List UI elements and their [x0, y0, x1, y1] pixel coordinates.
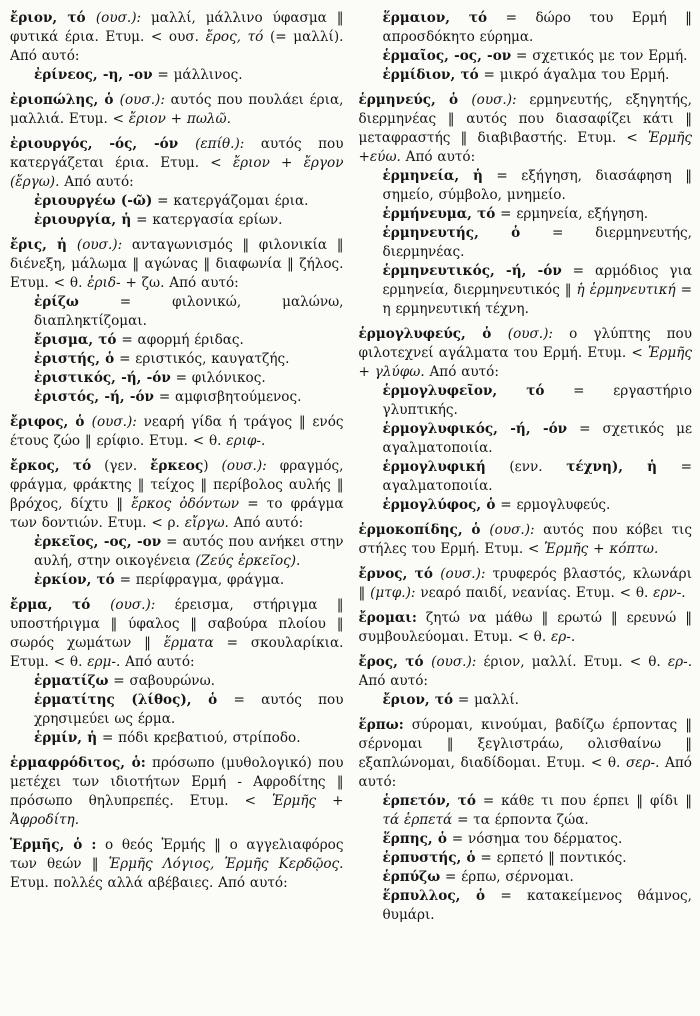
definition-text: = μαλλί.	[453, 692, 519, 708]
entry-line	[359, 521, 693, 559]
definition-text: = μάλλινος.	[152, 67, 243, 83]
sub-entry-line	[10, 211, 344, 230]
sub-entry-line	[359, 792, 693, 830]
definition-text: = αυτός που χρησιμεύει ως έρμα.	[34, 692, 344, 727]
dictionary-entry	[359, 325, 693, 515]
definition-text: Από αυτό:	[358, 673, 428, 689]
term-bold: ἑρμίν, ἡ	[34, 730, 98, 746]
sub-entry-line	[10, 533, 344, 571]
sub-entry-line	[10, 571, 344, 590]
definition-text: = η ερμηνευτική τέχνη.	[382, 282, 692, 317]
term-bold: ἑρμίδιον, τό	[382, 67, 479, 83]
note-italic: (ουσ.):	[471, 92, 517, 108]
term-bold: ἑρμαῖος, -ος, -ον	[382, 48, 512, 64]
sub-entry-line	[10, 350, 344, 369]
dictionary-entry	[10, 236, 344, 407]
term-bold: ἑρμαφρόδιτος, ὁ:	[10, 755, 146, 771]
definition-text: έρεισμα, στήριγμα ‖ υποστήριγμα ‖ ύφαλος ‖ σαβούρα πλοίου ‖ σωρός χωμάτων ‖	[10, 597, 344, 651]
term-bold: ἕρπω:	[358, 717, 404, 733]
note-italic: Ἑρμῆς Λόγιος, Ἑρμῆς Κερδῷος.	[108, 856, 344, 872]
term-bold: ἑρματίζω	[34, 673, 109, 689]
definition-text: = ερμηνεία, εξήγηση.	[495, 206, 649, 222]
dictionary-entry	[359, 91, 693, 319]
note-italic: (ουσ.):	[91, 414, 137, 430]
definition-text: ζητώ να μάθω ‖ ερωτώ ‖ ερευνώ ‖ συμβουλεύομαι. Ετυμ. < θ.	[358, 610, 692, 645]
definition-text: Από αυτό:	[59, 174, 134, 190]
sub-entry-line	[10, 691, 344, 729]
term-bold: ἑρμογλυφικός, -ή, -όν	[382, 421, 568, 437]
term-bold: ἐριουργία, ἡ	[34, 212, 132, 228]
sub-entry-line	[359, 382, 693, 420]
sub-entry-line	[359, 868, 693, 887]
note-italic: ἐριδ-	[87, 275, 121, 291]
entry-line	[10, 413, 344, 451]
term-bold: ἑρμογλυφεύς, ὁ	[358, 326, 508, 342]
sub-entry-line	[359, 849, 693, 868]
term-bold: ἑρμήνευμα, τό	[382, 206, 496, 222]
definition-text: = εργαστήριο γλυπτικής.	[382, 383, 692, 418]
note-italic: ερν-.	[653, 585, 686, 601]
term-bold: ἑρματίτης (λίθος), ὁ	[34, 692, 218, 708]
definition-text: = σκουλαρίκια. Ετυμ. < θ.	[10, 635, 344, 670]
note-italic: (ουσ.):	[507, 326, 554, 342]
definition-text: = διερμηνευτής, διερμηνέας.	[382, 225, 692, 260]
definition-text: αυτός που πουλάει έρια, μαλλιά. Ετυμ. <	[10, 92, 344, 127]
definition-text: = σαβουρώνω.	[108, 673, 215, 689]
term-bold: ἔριον, τό	[382, 692, 454, 708]
term-bold: ἑρμογλυφεῖον, τό	[382, 383, 545, 399]
term-bold: ἐριουργός, -ός, -όν	[10, 136, 196, 152]
definition-text: σύρομαι, κινούμαι, βαδίζω έρποντας ‖ σέρνομαι ‖ ξεγλιστράω, ολισθαίνω ‖ εξαπλώνομαι, διαδίδομαι. Ετυμ. < θ.	[358, 717, 692, 771]
entry-line	[10, 457, 344, 533]
definition-text: = αυτός που ανήκει στην αυλή, στην οικογένεια	[34, 534, 344, 569]
term-bold: ἑρμοκοπίδης, ὁ	[358, 522, 490, 538]
definition-text: Από αυτό:	[120, 654, 195, 670]
definition-text: = τα έρποντα ζώα.	[452, 812, 589, 828]
definition-text: = αγαλματοποιία.	[382, 459, 692, 494]
entry-line	[359, 325, 693, 382]
note-italic: (ουσ.):	[110, 597, 156, 613]
sub-entry-line	[10, 388, 344, 407]
note-italic: (Ζεύς ἐρκεῖος).	[195, 553, 301, 569]
definition-text: = εριστικός, καυγατζής.	[114, 351, 290, 367]
term-bold: ἐρκεῖος, -ος, -ον	[34, 534, 162, 550]
dictionary-entry	[10, 413, 344, 451]
term-bold: ἔρις, ἡ	[10, 237, 77, 253]
definition-text: = ερμογλυφεύς.	[495, 497, 611, 513]
definition-text: = κατακείμενος θάμνος, θυμάρι.	[382, 888, 692, 923]
sub-entry-line	[10, 369, 344, 388]
term-bold: ἐριστός, -ή, -όν	[34, 389, 154, 405]
definition-text: Από αυτό:	[228, 515, 304, 531]
definition-text: = κατεργασία ερίων.	[131, 212, 283, 228]
term-bold: ἐρίνεος, -η, -ον	[34, 67, 153, 83]
definition-text: = σχετικός με αγαλματοποιία.	[382, 421, 692, 456]
term-bold: ἔριφος, ὁ	[10, 414, 92, 430]
definition-text: = έρπω, σέρνομαι.	[440, 869, 574, 885]
term-bold: ἑρμηνεύς, ὁ	[358, 92, 472, 108]
note-italic: (ουσ.):	[119, 92, 165, 108]
entry-line	[359, 609, 693, 647]
definition-text: = κατεργάζομαι έρια.	[152, 193, 309, 209]
sub-entry-line	[10, 66, 344, 85]
definition-text: = νόσημα του δέρματος.	[446, 831, 623, 847]
note-italic: (μτφ.):	[370, 585, 416, 601]
definition-text: ερμηνευτής, εξηγητής, διερμηνέας ‖ αυτός που διασαφίζει κάτι ‖ μεταφραστής ‖ διαβιβαστής. Ετυμ. <	[358, 92, 692, 146]
definition-text: = αρμόδιος για ερμηνεία, διερμηνευτικός ‖	[382, 263, 692, 298]
definition-text: = δώρο του Ερμή ‖ απροσδόκητο εύρημα.	[382, 10, 692, 45]
definition-text: = πόδι κρεβατιού, στρίποδο.	[97, 730, 301, 746]
note-italic: ἔριον + πωλῶ.	[128, 111, 231, 127]
entry-line	[359, 653, 693, 691]
entry-line	[10, 754, 344, 830]
sub-entry-line	[359, 47, 693, 66]
definition-text: νεαρή γίδα ή τράγος ‖ ενός έτους ζώο ‖ ερίφιο. Ετυμ. < θ.	[10, 414, 344, 449]
definition-text: ο γλύπτης που φιλοτεχνεί αγάλματα του Ερμή. Ετυμ. <	[358, 326, 692, 361]
sub-entry-line	[359, 167, 693, 205]
term-bold: ἔρκεος	[150, 458, 204, 474]
dictionary-entry	[359, 609, 693, 647]
term-bold: ἔρος, τό	[358, 654, 432, 670]
entry-line	[10, 596, 344, 672]
note-italic: ερμ-.	[87, 654, 121, 670]
left-column	[10, 9, 344, 1012]
definition-text: (γεν.	[91, 458, 151, 474]
note-italic: εἴργω.	[184, 515, 229, 531]
term-bold: ἕρπυλλος, ὁ	[382, 888, 486, 904]
entry-line	[10, 9, 344, 66]
term-bold: ἑρμογλυφική	[382, 459, 486, 475]
term-bold: ἑρμογλύφος, ὁ	[382, 497, 496, 513]
dictionary-entry	[10, 9, 344, 85]
dictionary-entry	[10, 754, 344, 830]
definition-text: φραγμός, φράγμα, φράκτης ‖ τείχος ‖ περίβολος αυλής ‖ βρόχος, δίχτυ ‖	[10, 458, 344, 512]
term-bold: τέχνη), ἡ	[566, 459, 657, 475]
note-italic: Ἑρμῆς +εύω.	[358, 130, 692, 165]
dictionary-entry	[359, 9, 693, 85]
term-bold: ἑρμηνευτικός, -ή, -όν	[382, 263, 562, 279]
term-bold: ἔρομαι:	[358, 610, 417, 626]
definition-text: = αμφισβητούμενος.	[154, 389, 302, 405]
definition-text: ο θεός Ἑρμής ‖ ο αγγελιαφόρος των θεών ‖	[10, 837, 344, 872]
definition-text: )	[203, 458, 222, 474]
term-bold: ἔρνος, τό	[358, 566, 441, 582]
term-bold: ἐριοπώλης, ὁ	[10, 92, 120, 108]
note-italic: ἕρματα	[163, 635, 214, 651]
term-bold: ἑρμηνεία, ἡ	[382, 168, 483, 184]
sub-entry-line	[359, 691, 693, 710]
note-italic: ἔρος, τό	[205, 29, 264, 45]
definition-text: Από αυτό:	[358, 755, 692, 790]
note-italic: ἡ ἑρμηνευτική	[576, 282, 676, 298]
sub-entry-line	[359, 420, 693, 458]
note-italic: Ἑρμῆς + γλύφω.	[358, 345, 692, 380]
definition-text: ανταγωνισμός ‖ φιλονικία ‖ διένεξη, μάλωμα ‖ αγώνας ‖ διαφωνία ‖ ζήλος. Ετυμ. < θ.	[10, 237, 344, 291]
definition-text: = κάθε τι που έρπει ‖ φίδι ‖	[475, 793, 692, 809]
note-italic: ερ-.	[667, 654, 692, 670]
dictionary-entry	[10, 596, 344, 748]
sub-entry-line	[10, 293, 344, 331]
definition-text: Από αυτό:	[400, 149, 476, 165]
definition-text: = φιλονικώ, μαλώνω, διαπληκτίζομαι.	[34, 294, 344, 329]
note-italic: εριφ-.	[226, 433, 266, 449]
definition-text: νεαρό παιδί, νεανίας. Ετυμ. < θ.	[415, 585, 654, 601]
definition-text: = ερπετό ‖ ποντικός.	[475, 850, 627, 866]
entry-line	[359, 716, 693, 792]
sub-entry-line	[359, 830, 693, 849]
dictionary-entry	[359, 716, 693, 925]
definition-text: = το φράγμα των δοντιών. Ετυμ. < ρ.	[10, 496, 344, 531]
note-italic: (ουσ.):	[440, 566, 486, 582]
definition-text: πρόσωπο (μυθολογικό) που μετέχει των ιδιοτήτων Ερμή - Αφροδίτης ‖ πρόσωπο θηλυπρεπές. Ετυμ. <	[10, 755, 344, 809]
definition-text: Ετυμ. πολλές αλλά αβέβαιες. Από αυτό:	[10, 875, 288, 891]
note-italic: ερ-.	[551, 629, 576, 645]
note-italic: τά ἑρπετά	[382, 812, 453, 828]
term-bold: ἑρπετόν, τό	[382, 793, 476, 809]
right-column	[359, 9, 693, 1012]
sub-entry-line	[359, 887, 693, 925]
entry-line	[10, 236, 344, 293]
note-italic: (ουσ.):	[76, 237, 123, 253]
definition-text: αυτός που κατεργάζεται έρια. Ετυμ. <	[10, 136, 344, 171]
term-bold: ἕρπης, ὁ	[382, 831, 447, 847]
dictionary-entry	[359, 653, 693, 710]
note-italic: (ουσ.):	[431, 654, 477, 670]
term-bold: ἔρκος, τό	[10, 458, 92, 474]
dictionary-entry	[10, 836, 344, 893]
dictionary-entry	[10, 91, 344, 129]
definition-text: Από αυτό:	[424, 364, 499, 380]
definition-text: μαλλί, μάλλινο ύφασμα ‖ φυτικά έρια. Ετυμ. < ουσ.	[10, 10, 344, 45]
definition-text: αυτός που κόβει τις στήλες του Ερμή. Ετυμ. <	[358, 522, 692, 557]
sub-entry-line	[359, 66, 693, 85]
term-bold: ἐριστής, ὁ	[34, 351, 115, 367]
note-italic: Ἑρμῆς + Ἀφροδίτη.	[10, 793, 344, 828]
sub-entry-line	[359, 458, 693, 496]
note-italic: (ουσ.):	[95, 10, 142, 26]
dictionary-entry	[10, 457, 344, 590]
term-bold: Ἑρμῆς, ὁ :	[10, 837, 97, 853]
sub-entry-line	[359, 224, 693, 262]
sub-entry-line	[10, 672, 344, 691]
entry-line	[359, 565, 693, 603]
definition-text: = μικρό άγαλμα του Ερμή.	[478, 67, 670, 83]
definition-text: (ενν.	[485, 459, 567, 475]
term-bold: ἑρπυστής, ὁ	[382, 850, 476, 866]
definition-text: έριον, μαλλί. Ετυμ. < θ.	[476, 654, 668, 670]
entry-line	[10, 135, 344, 192]
sub-entry-line	[359, 262, 693, 319]
definition-text: = εξήγηση, διασάφηση ‖ σημείο, σύμβολο, μνημείο.	[382, 168, 692, 203]
note-italic: ἔριον + ἔργον (ἔργω).	[10, 155, 344, 190]
entry-line	[359, 91, 693, 167]
sub-entry-line	[359, 9, 693, 47]
sub-entry-line	[359, 496, 693, 515]
note-italic: (ουσ.):	[221, 458, 267, 474]
term-bold: ἐριουργέω (-ῶ)	[34, 193, 153, 209]
entry-line	[10, 836, 344, 893]
definition-text: = αφορμή έριδας.	[116, 332, 244, 348]
note-italic: σερ-.	[625, 755, 660, 771]
dictionary-entry	[359, 565, 693, 603]
definition-text: (= μαλλί). Από αυτό:	[10, 29, 344, 64]
sub-entry-line	[10, 331, 344, 350]
dictionary-entry	[10, 135, 344, 230]
definition-text: = σχετικός με τον Ερμή.	[511, 48, 688, 64]
sub-entry-line	[10, 729, 344, 748]
term-bold: ἑρπύζω	[382, 869, 441, 885]
definition-text: + ζω. Από αυτό:	[120, 275, 239, 291]
term-bold: ἑρμηνευτής, ὁ	[382, 225, 521, 241]
term-bold: ἔρμα, τό	[10, 597, 111, 613]
term-bold: ἐριστικός, -ή, -όν	[34, 370, 171, 386]
term-bold: ἐρίζω	[34, 294, 79, 310]
term-bold: ἐρκίον, τό	[34, 572, 115, 588]
note-italic: (ουσ.):	[489, 522, 535, 538]
dictionary-entry	[359, 521, 693, 559]
definition-text: τρυφερός βλαστός, κλωνάρι ‖	[358, 566, 692, 601]
term-bold: ἔρισμα, τό	[34, 332, 117, 348]
term-bold: ἔριον, τό	[10, 10, 96, 26]
entry-line	[10, 91, 344, 129]
sub-entry-line	[359, 205, 693, 224]
note-italic: Ἑρμῆς + κόπτω.	[544, 541, 659, 557]
sub-entry-line	[10, 192, 344, 211]
term-bold: ἕρμαιον, τό	[382, 10, 488, 26]
note-italic: (επίθ.):	[195, 136, 245, 152]
note-italic: ἔρκος ὀδόντων	[131, 496, 240, 512]
definition-text: = φιλόνικος.	[170, 370, 266, 386]
definition-text: = περίφραγμα, φράγμα.	[114, 572, 285, 588]
